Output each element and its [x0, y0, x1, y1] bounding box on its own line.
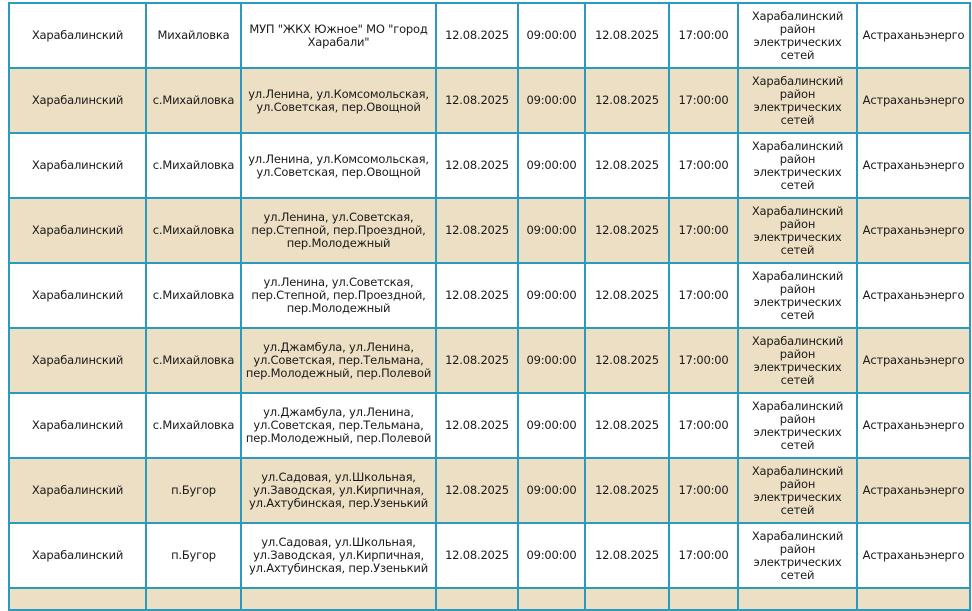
cell-end-date: 12.08.2025	[585, 263, 669, 328]
cell-address: ул.Джамбула, ул.Ленина, ул.Советская, пер.Тельмана, пер.Молодежный, пер.Полевой	[241, 393, 436, 458]
cell-start-date: 12.08.2025	[436, 523, 518, 588]
cell-company: Астраханьэнерго	[857, 328, 970, 393]
cell-end-date: 12.08.2025	[585, 458, 669, 523]
table-row	[9, 198, 970, 263]
cell-end-time: 17:00:00	[669, 393, 738, 458]
cell-network: Харабалинский район электрических сетей	[738, 393, 857, 458]
cell-company: Астраханьэнерго	[857, 68, 970, 133]
cell-address: ул.Джамбула, ул.Ленина, ул.Советская, пер.Тельмана, пер.Молодежный, пер.Полевой	[241, 328, 436, 393]
cell-end-time: 17:00:00	[669, 458, 738, 523]
cell-end-date: 12.08.2025	[585, 328, 669, 393]
cell-start-date: 12.08.2025	[436, 393, 518, 458]
cell-end-time: 17:00:00	[669, 133, 738, 198]
table-row	[9, 133, 970, 198]
cell-start-time: 09:00:00	[518, 523, 585, 588]
cell-start-time: 09:00:00	[518, 68, 585, 133]
cell-empty	[518, 588, 585, 610]
cell-address: ул.Ленина, ул.Комсомольская, ул.Советская, пер.Овощной	[241, 133, 436, 198]
cell-network: Харабалинский район электрических сетей	[738, 328, 857, 393]
cell-address: ул.Ленина, ул.Советская, пер.Степной, пер.Проездной, пер.Молодежный	[241, 198, 436, 263]
cell-empty	[436, 588, 518, 610]
cell-settlement: с.Михайловка	[146, 198, 241, 263]
cell-start-time: 09:00:00	[518, 328, 585, 393]
cell-end-time: 17:00:00	[669, 328, 738, 393]
cell-district: Харабалинский	[9, 523, 146, 588]
cell-end-time: 17:00:00	[669, 68, 738, 133]
outage-table	[8, 2, 971, 611]
cell-empty	[857, 588, 970, 610]
cell-address: ул.Ленина, ул.Комсомольская, ул.Советская, пер.Овощной	[241, 68, 436, 133]
cell-address: ул.Садовая, ул.Школьная, ул.Заводская, ул.Кирпичная, ул.Ахтубинская, пер.Узенький	[241, 458, 436, 523]
cell-district: Харабалинский	[9, 68, 146, 133]
table-row	[9, 523, 970, 588]
cell-settlement: с.Михайловка	[146, 328, 241, 393]
cell-network: Харабалинский район электрических сетей	[738, 198, 857, 263]
cell-district: Харабалинский	[9, 198, 146, 263]
cell-end-time: 17:00:00	[669, 3, 738, 68]
table-row	[9, 328, 970, 393]
cell-start-time: 09:00:00	[518, 133, 585, 198]
cell-empty	[9, 588, 146, 610]
cell-district: Харабалинский	[9, 328, 146, 393]
cell-end-date: 12.08.2025	[585, 523, 669, 588]
cell-district: Харабалинский	[9, 3, 146, 68]
cell-company: Астраханьэнерго	[857, 458, 970, 523]
cell-company: Астраханьэнерго	[857, 3, 970, 68]
cell-start-date: 12.08.2025	[436, 68, 518, 133]
cell-company: Астраханьэнерго	[857, 133, 970, 198]
cell-end-date: 12.08.2025	[585, 68, 669, 133]
cell-network: Харабалинский район электрических сетей	[738, 68, 857, 133]
cell-address: МУП "ЖКХ Южное" МО "город Харабали"	[241, 3, 436, 68]
cell-settlement: Михайловка	[146, 3, 241, 68]
cell-start-time: 09:00:00	[518, 3, 585, 68]
cell-company: Астраханьэнерго	[857, 198, 970, 263]
cell-start-date: 12.08.2025	[436, 3, 518, 68]
cell-end-time: 17:00:00	[669, 263, 738, 328]
cell-end-time: 17:00:00	[669, 198, 738, 263]
cell-district: Харабалинский	[9, 458, 146, 523]
cell-start-date: 12.08.2025	[436, 458, 518, 523]
table-row-partial	[9, 588, 970, 610]
cell-company: Астраханьэнерго	[857, 523, 970, 588]
table-row	[9, 458, 970, 523]
cell-network: Харабалинский район электрических сетей	[738, 133, 857, 198]
table-row	[9, 68, 970, 133]
cell-network: Харабалинский район электрических сетей	[738, 523, 857, 588]
cell-empty	[669, 588, 738, 610]
cell-start-date: 12.08.2025	[436, 133, 518, 198]
cell-empty	[146, 588, 241, 610]
cell-start-time: 09:00:00	[518, 458, 585, 523]
cell-company: Астраханьэнерго	[857, 393, 970, 458]
cell-network: Харабалинский район электрических сетей	[738, 458, 857, 523]
cell-settlement: п.Бугор	[146, 458, 241, 523]
cell-address: ул.Ленина, ул.Советская, пер.Степной, пер.Проездной, пер.Молодежный	[241, 263, 436, 328]
cell-network: Харабалинский район электрических сетей	[738, 3, 857, 68]
cell-start-date: 12.08.2025	[436, 263, 518, 328]
cell-empty	[241, 588, 436, 610]
table-row	[9, 3, 970, 68]
cell-end-time: 17:00:00	[669, 523, 738, 588]
cell-start-time: 09:00:00	[518, 393, 585, 458]
cell-end-date: 12.08.2025	[585, 133, 669, 198]
cell-empty	[585, 588, 669, 610]
cell-settlement: п.Бугор	[146, 523, 241, 588]
cell-start-time: 09:00:00	[518, 198, 585, 263]
cell-settlement: с.Михайловка	[146, 68, 241, 133]
cell-address: ул.Садовая, ул.Школьная, ул.Заводская, ул.Кирпичная, ул.Ахтубинская, пер.Узенький	[241, 523, 436, 588]
table-row	[9, 393, 970, 458]
cell-settlement: с.Михайловка	[146, 133, 241, 198]
cell-company: Астраханьэнерго	[857, 263, 970, 328]
cell-district: Харабалинский	[9, 393, 146, 458]
cell-end-date: 12.08.2025	[585, 393, 669, 458]
cell-settlement: с.Михайловка	[146, 393, 241, 458]
cell-settlement: с.Михайловка	[146, 263, 241, 328]
cell-end-date: 12.08.2025	[585, 3, 669, 68]
cell-end-date: 12.08.2025	[585, 198, 669, 263]
cell-empty	[738, 588, 857, 610]
table-row	[9, 263, 970, 328]
cell-network: Харабалинский район электрических сетей	[738, 263, 857, 328]
cell-start-date: 12.08.2025	[436, 198, 518, 263]
cell-start-date: 12.08.2025	[436, 328, 518, 393]
cell-district: Харабалинский	[9, 263, 146, 328]
cell-district: Харабалинский	[9, 133, 146, 198]
cell-start-time: 09:00:00	[518, 263, 585, 328]
